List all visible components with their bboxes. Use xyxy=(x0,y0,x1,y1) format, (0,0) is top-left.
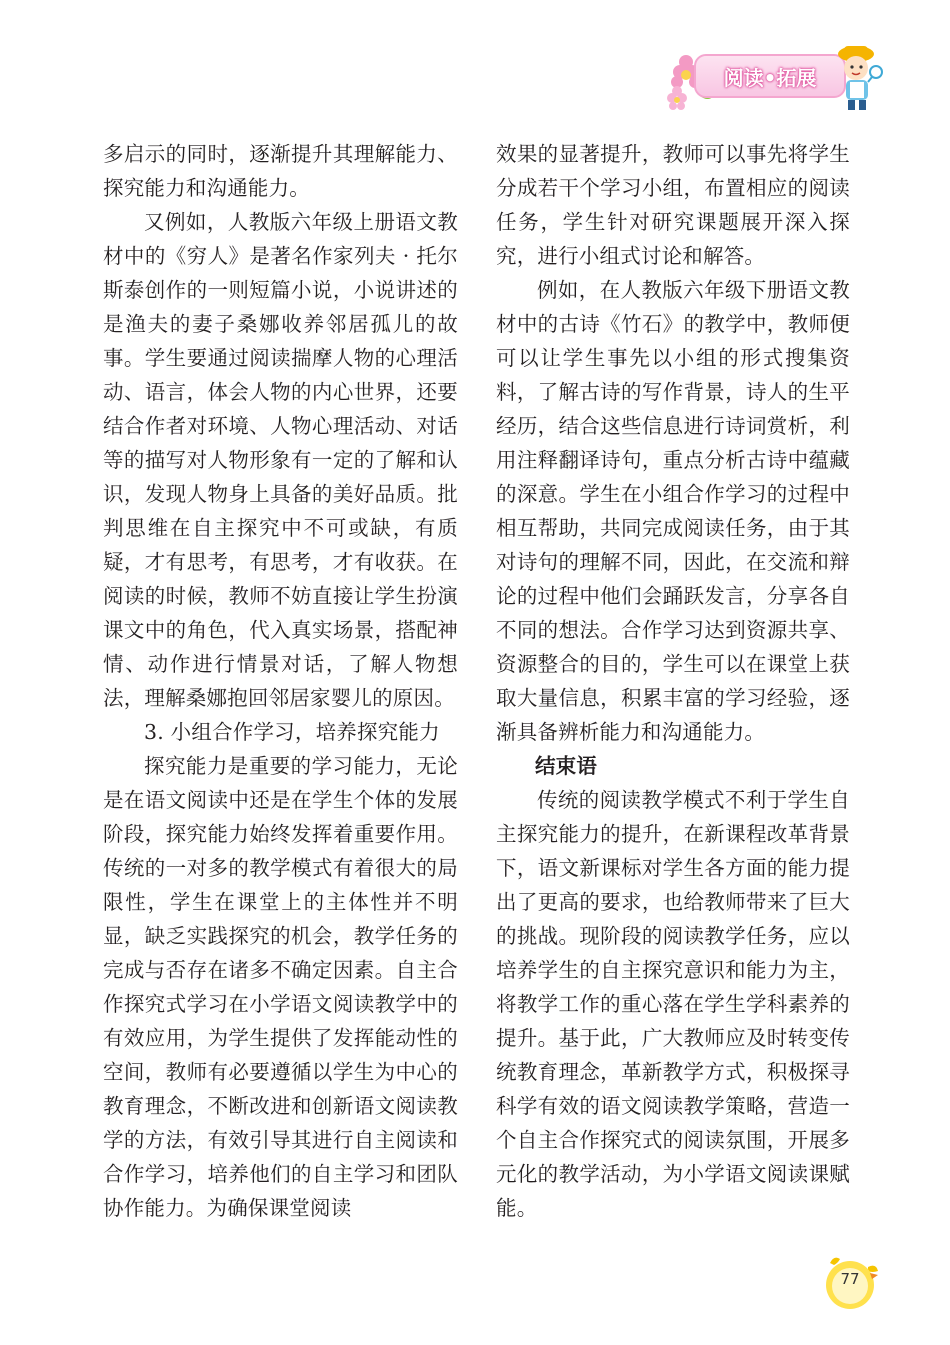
conclusion-heading: 结束语 xyxy=(534,754,598,778)
sub-heading: 3. 小组合作学习，培养探究能力 xyxy=(144,720,440,744)
badge-label: 阅读•拓展 xyxy=(694,54,846,98)
section-badge xyxy=(660,42,890,112)
left-column xyxy=(103,137,458,1225)
paragraph: 多启示的同时，逐渐提升其理解能力、探究能力和沟通能力。 xyxy=(103,142,458,200)
page-number-badge xyxy=(818,1253,882,1313)
boy-reading-icon xyxy=(830,42,886,112)
page-number: 77 xyxy=(840,1270,860,1288)
paragraph: 例如，在人教版六年级下册语文教材中的古诗《竹石》的教学中，教师便可以让学生事先以小组的形式搜集资料，了解古诗的写作背景，诗人的生平经历，结合这些信息进行诗词赏析，利用注释翻译诗句，重点分析古诗中蕴藏的深意。学生在小组合作学习的过程中相互帮助，共同完成阅读任务，由于其对诗句的理解不同，因此，在交流和辩论的过程中他们会踊跃发言，分享各自不同的想法。合作学习达到资源共享、资源整合的目的，学生可以在课堂上获取大量信息，积累丰富的学习经验，逐渐具备辨析能力和沟通能力。 xyxy=(496,278,850,744)
right-column xyxy=(496,137,850,1225)
paragraph: 又例如，人教版六年级上册语文教材中的《穷人》是著名作家列夫 · 托尔斯泰创作的一则短篇小说，小说讲述的是渔夫的妻子桑娜收养邻居孤儿的故事。学生要通过阅读揣摩人物的心理活动、语言，体会人物的内心世界，还要结合作者对环境、人物心理活动、对话等的描写对人物形象有一定的了解和认识，发现人物身上具备的美好品质。批判思维在自主探究中不可或缺，有质疑，才有思考，有思考，才有收获。在阅读的时候，教师不妨直接让学生扮演课文中的角色，代入真实场景，搭配神情、动作进行情景对话，了解人物想法，理解桑娜抱回邻居家婴儿的原因。 xyxy=(103,210,458,710)
paragraph: 效果的显著提升，教师可以事先将学生分成若干个学习小组，布置相应的阅读任务，学生针对研究课题展开深入探究，进行小组式讨论和解答。 xyxy=(496,142,850,268)
paragraph: 探究能力是重要的学习能力，无论是在语文阅读中还是在学生个体的发展阶段，探究能力始终发挥着重要作用。传统的一对多的教学模式有着很大的局限性，学生在课堂上的主体性并不明显，缺乏实践探究的机会，教学任务的完成与否存在诸多不确定因素。自主合作探究式学习在小学语文阅读教学中的有效应用，为学生提供了发挥能动性的空间，教师有必要遵循以学生为中心的教育理念，不断改进和创新语文阅读教学的方法，有效引导其进行自主阅读和合作学习，培养他们的自主学习和团队协作能力。为确保课堂阅读 xyxy=(103,754,458,1220)
paragraph: 传统的阅读教学模式不利于学生自主探究能力的提升，在新课程改革背景下，语文新课标对学生各方面的能力提出了更高的要求，也给教师带来了巨大的挑战。现阶段的阅读教学任务，应以培养学生的自主探究意识和能力为主，将教学工作的重心落在学生学科素养的提升。基于此，广大教师应及时转变传统教育理念，革新教学方式，积极探寻科学有效的语文阅读教学策略，营造一个自主合作探究式的阅读氛围，开展多元化的教学活动，为小学语文阅读课赋能。 xyxy=(496,788,850,1220)
